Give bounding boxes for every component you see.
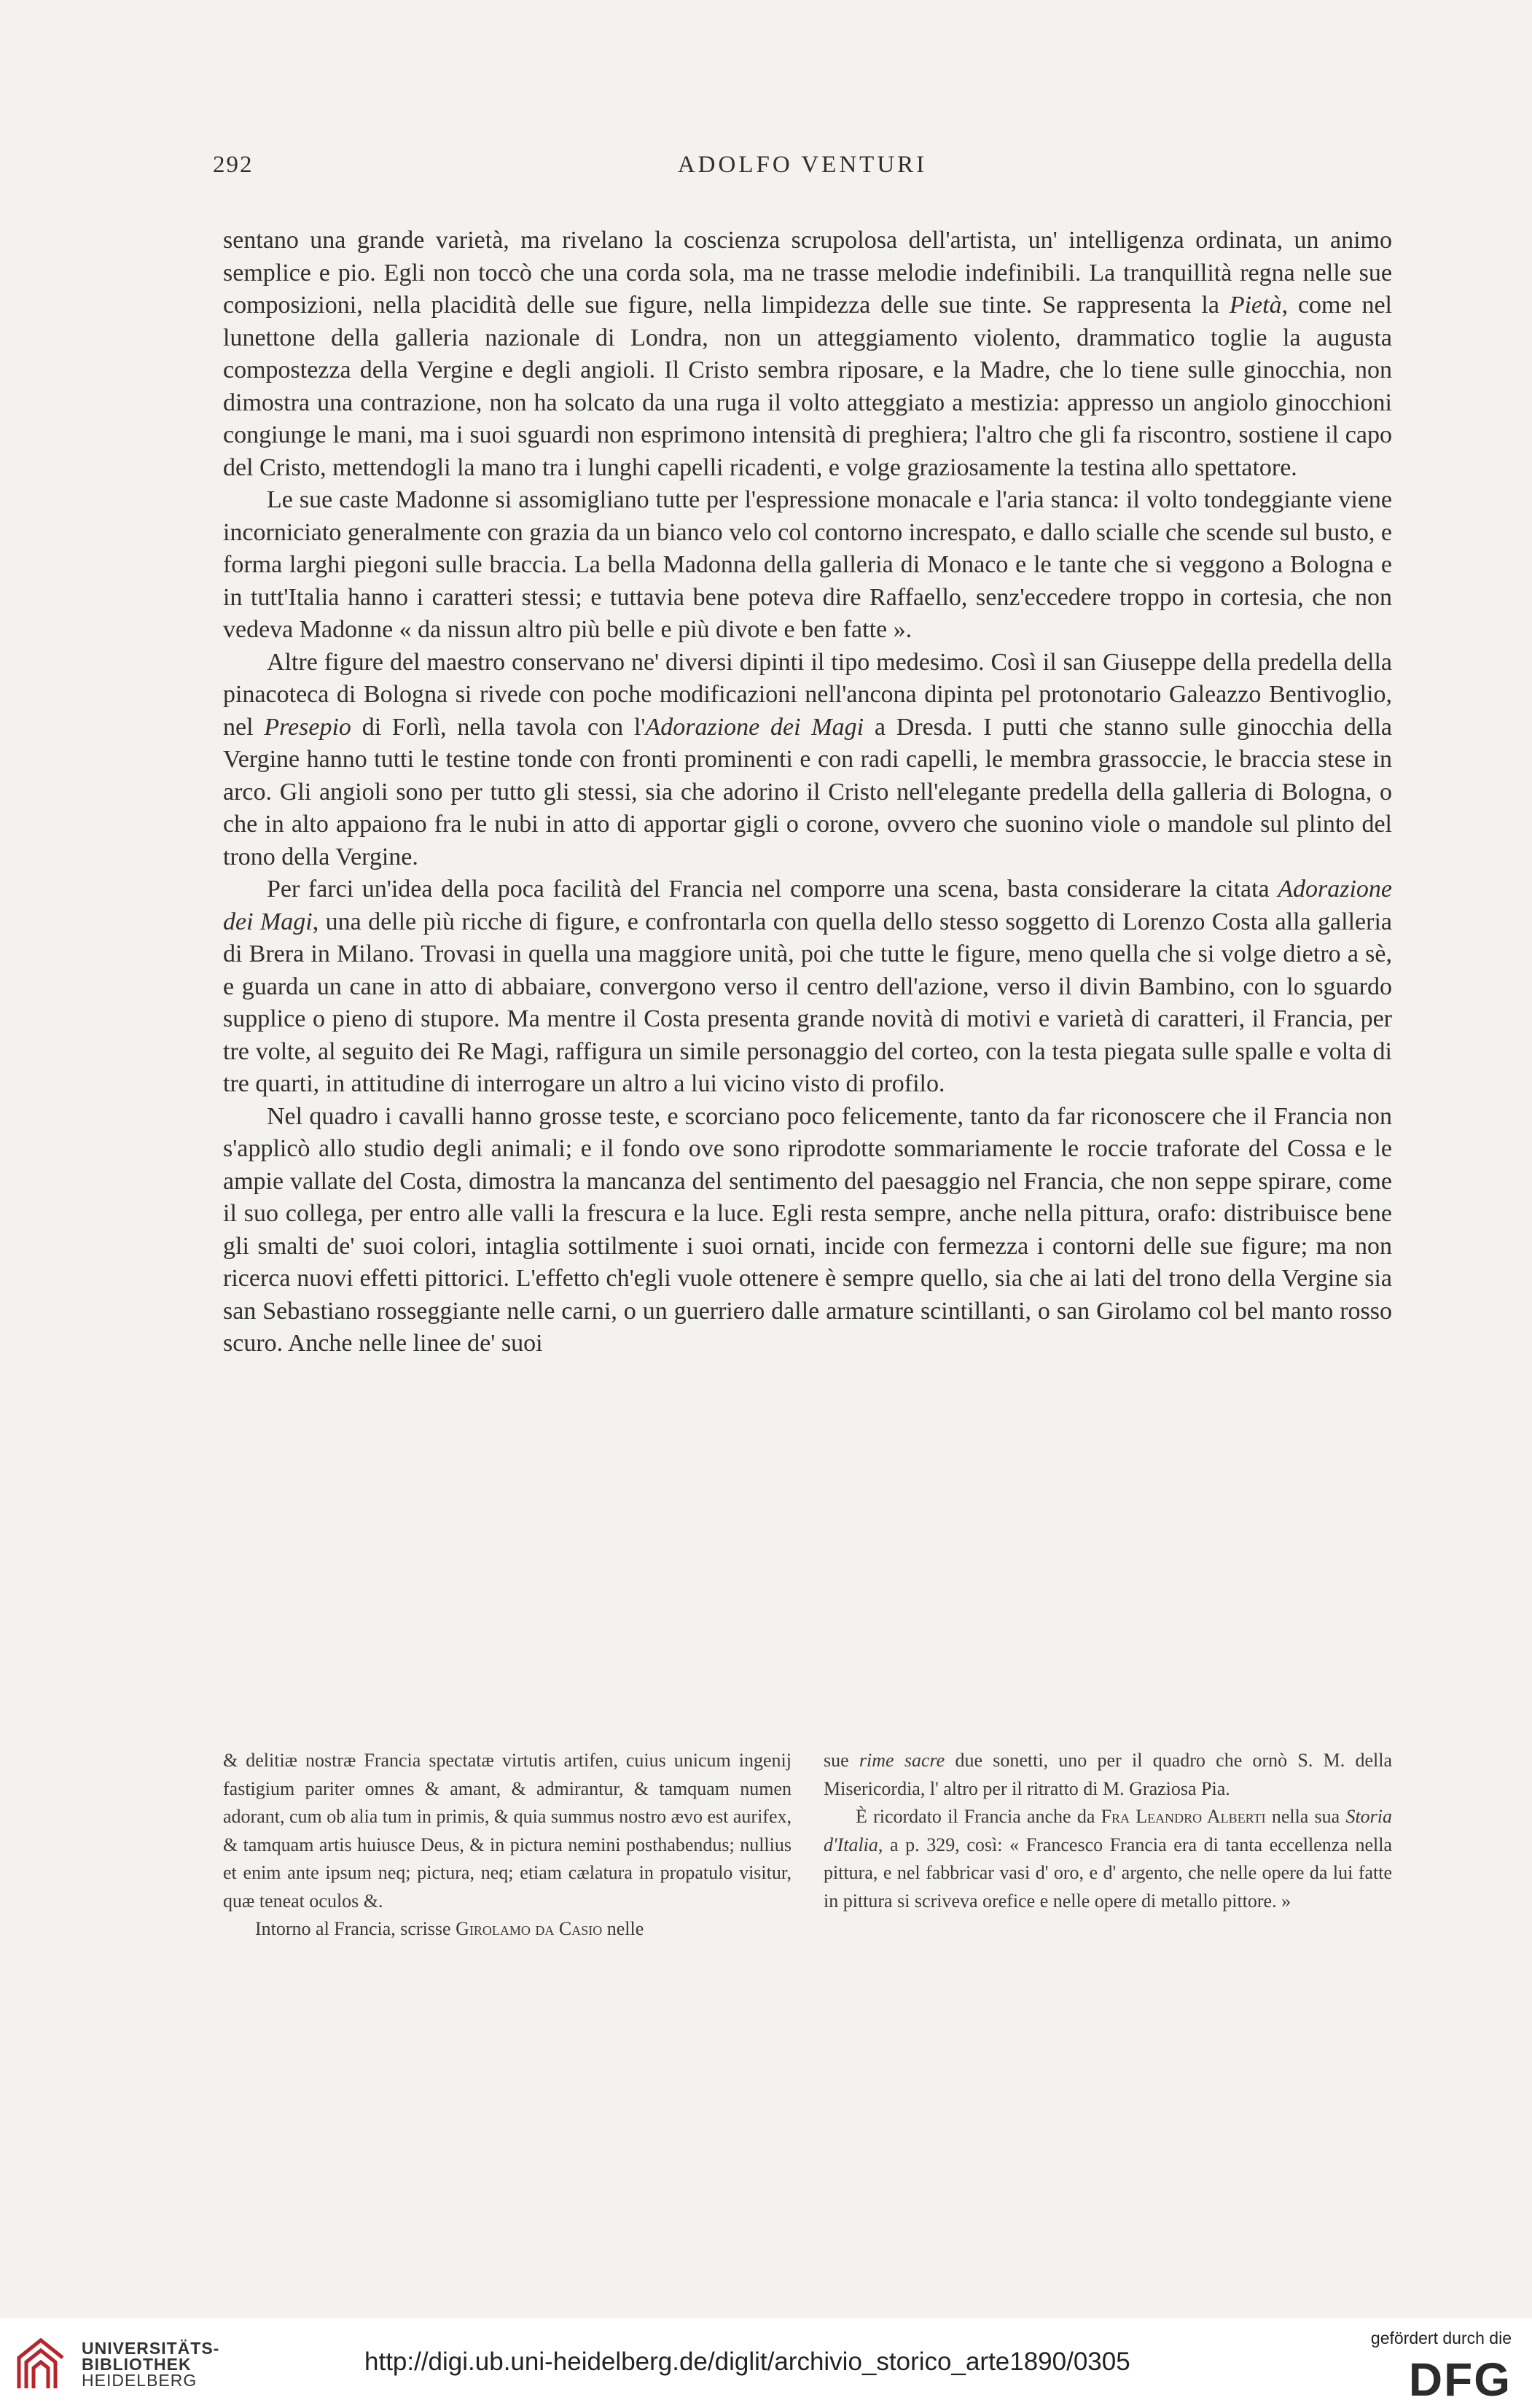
- page-number: 292: [213, 152, 254, 178]
- footnote-column-left: [223, 1747, 792, 1944]
- ub-heidelberg-logo-icon[interactable]: [16, 2336, 66, 2394]
- paragraph-4: Per farci un'idea della poca facilità del Francia nel comporre una scena, basta considerare la citata Adorazione dei Magi, una delle più ricche di figure, e confrontarla con quella dello stesso soggetto di Lorenzo Costa alla galleria di Brera in Milano. Trovasi in quella una maggiore unità, poi che tutte le figure, meno quella che si volge dietro a sè, e guarda un cane in atto di abbaiare, convergono verso il centro dell'azione, verso il divin Bambino, con lo sguardo supplice o pieno di stupore. Ma mentre il Costa presenta grande novità di motivi e varietà di caratteri, il Francia, per tre volte, al seguito dei Re Magi, raffigura un simile personaggio del corteo, con la testa piegata sulle spalle e volta di tre quarti, in attitudine di interrogare un altro a lui vicino visto di profilo.: [223, 876, 1392, 1097]
- library-name-line-1: UNIVERSITÄTS-: [82, 2339, 220, 2358]
- library-name-line-2: BIBLIOTHEK: [82, 2355, 192, 2374]
- footer-bar: [0, 2318, 1532, 2408]
- italic-adorazione: Adorazione dei Magi: [645, 713, 864, 741]
- dfg-logo-icon[interactable]: [1369, 2355, 1513, 2400]
- smallcaps-alberti: Fra Leandro Alberti: [1101, 1806, 1266, 1827]
- funding-note: gefördert durch die: [1370, 2329, 1512, 2347]
- italic-rime-sacre: rime sacre: [859, 1750, 945, 1771]
- italic-adorazione-2: Adorazione dei Magi: [223, 876, 1392, 935]
- paragraph-3: Altre figure del maestro conservano ne' diversi dipinti il tipo medesimo. Così il san Giuseppe della predella della pinacoteca di Bologna si rivede con poche modificazioni nell'ancona dipinta pel protonotario Galeazzo Bentivoglio, nel Presepio di Forlì, nella tavola con l'Adorazione dei Magi a Dresda. I putti che stanno sulle ginocchia della Vergine hanno tutti le testine tonde con fronti prominenti e con radi capelli, le membra grassoccie, le braccia stese in arco. Gli angioli sono per tutto gli stessi, sia che adorino il Cristo nell'elegante predella della galleria di Bologna, o che in alto appaiono fra le nubi in atto di apportar gigli o corone, ovvero che suonino viole o mandole sul plinto del trono della Vergine.: [223, 648, 1392, 870]
- paragraph-1: sentano una grande varietà, ma rivelano la coscienza scrupolosa dell'artista, un' intelligenza ordinata, un animo semplice e pio. Egli non toccò che una corda sola, ma ne trasse melodie indefinibili. La tranquillità regna nelle sue composizioni, nella placidità delle sue figure, nella limpidezza delle sue tinte. Se rappresenta la Pietà, come nel lunettone della galleria nazionale di Londra, non un atteggiamento violento, drammatico toglie la augusta compostezza della Vergine e degli angioli. Il Cristo sembra riposare, e la Madre, che lo tiene sulle ginocchia, non dimostra una contrazione, non ha solcato da una ruga il volto atteggiato a mestizia: appresso un angiolo ginocchioni congiunge le mani, ma i suoi sguardi non esprimono intensità di preghiera; l'altro che gli fa riscontro, sostiene il capo del Cristo, mettendogli la mano tra i lunghi capelli ricadenti, e volge graziosamente la testina allo spettatore.: [223, 227, 1392, 481]
- paragraph-5: Nel quadro i cavalli hanno grosse teste, e scorciano poco felicemente, tanto da far riconoscere che il Francia non s'applicò allo studio degli animali; e il fondo ove sono riprodotte sommariamente le roccie traforate del Cossa e le ampie vallate del Costa, dimostra la mancanza del sentimento del paesaggio nel Francia, che non seppe spirare, come il suo collega, per entro alle valli la frescura e la luce. Egli resta sempre, anche nella pittura, orafo: distribuisce bene gli smalti de' suoi colori, intaglia sottilmente i suoi ornati, incide con fermezza i contorni delle sue figure; ma non ricerca nuovi effetti pittorici. L'effetto ch'egli vuole ottenere è sempre quello, sia che ai lati del trono della Vergine sia san Sebastiano rosseggiante nelle carni, o un guerriero dalle armature scintillanti, o san Girolamo col bel manto rosso scuro. Anche nelle linee de' suoi: [223, 1102, 1392, 1357]
- footnote-casio: Intorno al Francia, scrisse Girolamo da Casio nelle: [255, 1918, 644, 1939]
- body-text: [223, 225, 1392, 1360]
- running-title: ADOLFO VENTURI: [677, 152, 928, 178]
- library-name: [82, 2340, 219, 2388]
- italic-pieta: Pietà: [1229, 292, 1282, 319]
- source-url-link[interactable]: http://digi.ub.uni-heidelberg.de/diglit/archivio_storico_arte1890/0305: [364, 2347, 1130, 2376]
- footnote-alberti: È ricordato il Francia anche da Fra Leandro Alberti nella sua Storia d'Italia, a p. 329, così: « Francesco Francia era di tanta eccellenza nella pittura, e nel fabbricar vasi d' oro, e d' argento, che nelle opere da lui fatte in pittura si scriveva orefice e nelle opere di metallo pittore. »: [824, 1806, 1393, 1912]
- dfg-logo-text: DFG: [1408, 2355, 1512, 2400]
- footnote-latin-quote: & delitiæ nostræ Francia spectatæ virtutis artifen, cuius unicum ingenij fastigium pariter omnes & amant, & admirantur, & tamquam numen adorant, cum ob alia tum in primis, & quia summus nostro ævo est aurifex, & tamquam artis huiusce Deus, & in pictura nemini posthabendus; nullius et enim ante ipsum neq; pictura, neq; etiam cælatura in propatulo visitur, quæ teneat oculos &.: [223, 1750, 792, 1912]
- smallcaps-casio: Girolamo da Casio: [456, 1918, 603, 1939]
- italic-storia: Storia d'Italia: [824, 1806, 1393, 1855]
- running-head: [213, 152, 1392, 184]
- footnotes: [223, 1747, 1392, 2082]
- italic-presepio: Presepio: [264, 713, 351, 741]
- paragraph-2: Le sue caste Madonne si assomigliano tutte per l'espressione monacale e l'aria stanca: il volto tondeggiante viene incorniciato generalmente con grazia da un bianco velo col contorno increspato, e dallo scialle che scende sul busto, e forma larghi piegoni sulle braccia. La bella Madonna della galleria di Monaco e le tante che si veggono a Bologna e in tutt'Italia hanno i caratteri stessi; e tuttavia bene poteva dire Raffaello, senz'eccedere troppo in cortesia, che non vedeva Madonne « da nissun altro più belle e più divote e ben fatte ».: [223, 486, 1392, 643]
- footnote-sonetti: sue rime sacre due sonetti, uno per il quadro che ornò S. M. della Misericordia, l' altro per il ritratto di M. Graziosa Pia.: [824, 1750, 1392, 1799]
- library-name-line-3: HEIDELBERG: [82, 2371, 198, 2390]
- footnote-column-right: [824, 1747, 1392, 1915]
